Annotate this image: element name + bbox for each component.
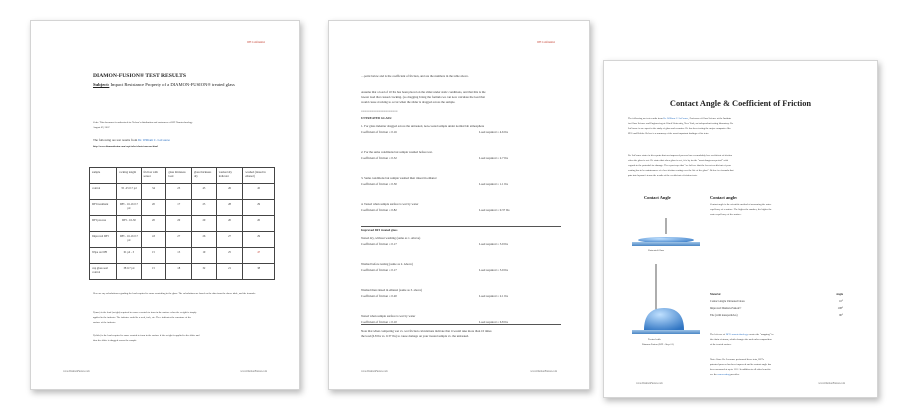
- sample-cell: DFI process: [90, 216, 117, 232]
- document-page-2: [328, 20, 590, 390]
- value-cell: 47: [243, 248, 275, 264]
- contact-angle-table: [709, 291, 844, 319]
- beaded-droplet: [644, 308, 684, 330]
- value-cell: 43: [141, 232, 166, 248]
- intro-text-after: , Professor of Glass Science at the Institute: [688, 117, 732, 120]
- sample-cell: DFI treatment: [90, 200, 117, 216]
- closing-line-1: Note that when comparing wet vs. wet friction calculations indicate that it would take more than 10 times: [361, 329, 492, 333]
- note-line-3: been measured at up to 110°. In addition to all other benefits: [710, 368, 771, 371]
- friction-text-after: creates the “mapping” in: [748, 333, 774, 336]
- coefficient-value: Coefficient of friction = 0.17: [361, 268, 397, 272]
- load-value: Load required = 3.9 lbs: [479, 268, 508, 272]
- ca-line-2: repellency of a surface. The higher the number, the higher the: [710, 208, 772, 211]
- table-row: [709, 298, 844, 305]
- material-header: Material: [710, 293, 721, 296]
- contact-angle-subheading: Contact angle:: [710, 195, 738, 200]
- load-value: Load required = 2.7 lbs: [479, 156, 508, 160]
- value-cell: 26: [192, 232, 217, 248]
- value-cell: 20: [166, 216, 192, 232]
- contact-angle-heading: Contact Angle: [644, 195, 671, 200]
- value-cell: 18: [166, 264, 192, 280]
- report-line-5: puts into layman’s terms the results of the coefficient of friction tests.: [628, 174, 698, 177]
- value-cell: 45: [192, 184, 217, 200]
- value-cell: 20: [192, 216, 217, 232]
- results-table: [89, 167, 275, 280]
- report-line-4: coating has to be maintenance of a low friction coating over the life of the glass”. Below is a formula that: [628, 169, 734, 172]
- list-item-text: Tested when sample surface is wet by water: [361, 314, 416, 318]
- coefficient-value: Coefficient of friction = 0.50: [361, 182, 397, 186]
- footer-right: www.DiamonFusion.com: [818, 382, 845, 385]
- confidential-mark: DFI Confidential: [247, 41, 265, 44]
- intro-text: The following are test results from: [628, 117, 664, 120]
- value-cell: 32: [192, 264, 217, 280]
- divider-text: =====================: [361, 109, 398, 113]
- sample-cell: Improved DFI: [90, 232, 117, 248]
- load-value: Load required = 4.6 lbs: [479, 130, 508, 134]
- distribution-note: Code: This document is authorized for Nelson’s distribution and customers of DFI Nanotechnology: [93, 121, 193, 124]
- value-cell: 45: [243, 184, 275, 200]
- table-row: [709, 312, 844, 319]
- assume-line-2: lowest load that caused cracking. (so dragging Using the formula we can now calculate the load that: [361, 95, 485, 99]
- value-cell: 35 -25 0.7 pd: [117, 184, 141, 200]
- value-cell: 34: [141, 184, 166, 200]
- fmax-line-3: surface of the indenter.: [93, 321, 116, 324]
- assume-line-3: would cause cracking to occur when the slider is dragged across the sample.: [361, 100, 456, 104]
- column-header: friction with sensor: [141, 168, 166, 184]
- treated-glass-figure: [632, 264, 700, 334]
- ca-line-1: Contact angle is the scientific method of measuring the water: [710, 203, 772, 206]
- load-value: Load required = 0.37 lbs: [479, 208, 510, 212]
- value-cell: DFI - 16-16 0.7 pd: [117, 200, 141, 216]
- lacourse-link[interactable]: Dr. William C. LaCourse: [663, 117, 689, 120]
- coefficient-value: Coefficient of friction = 0.82: [361, 208, 397, 212]
- page-footer: [636, 382, 845, 385]
- glass-slab-2: [632, 330, 700, 334]
- list-item-text: Washed then rinsed in ethanol (same as 3. above): [361, 288, 423, 292]
- intro-line: [93, 139, 170, 143]
- angle-cell: 90°: [839, 314, 843, 317]
- intro-line-1: [628, 117, 731, 120]
- value-cell: 25: [216, 248, 243, 264]
- friction-line-1: [710, 333, 773, 336]
- nanotechnology-link[interactable]: DFI’s nanotechnology: [725, 333, 748, 336]
- material-cell: Improved Diamon-Fusion®: [710, 307, 742, 310]
- load-value: Load required = 2.1 lbs: [479, 294, 508, 298]
- value-cell: 20: [243, 216, 275, 232]
- value-cell: 20: [141, 216, 166, 232]
- page-title: DIAMON-FUSION® TEST RESULTS: [93, 73, 186, 79]
- table-row: [90, 264, 275, 280]
- list-item-text: 4. Tested when sample surface is wet by water: [361, 202, 419, 206]
- angle-cell: 10°: [839, 300, 843, 303]
- subject-text: Impact Resistance Property of a DIAMON-FUSION® treated glass: [110, 82, 235, 87]
- page-title: Contact Angle & Coefficient of Friction: [669, 99, 812, 108]
- report-line-1: Dr. LaCourse states in his reports that our improved process has a remarkably low coefficient of friction: [628, 154, 733, 157]
- coefficient-value: Coefficient of friction = 0.16: [361, 130, 397, 134]
- value-cell: 20: [216, 216, 243, 232]
- contact-angle-illustration: [626, 206, 704, 346]
- footer-right: www.DiamonFusion.com: [530, 370, 557, 373]
- intro-line-4: PPG and Kohler. Below is a summary of the most important findings of his tests.: [628, 132, 709, 135]
- fmax-line-2: applied to the indenter. The indenter could be a rock, fork, etc. The r indicates the curvature of the: [93, 316, 191, 319]
- value-cell: 27: [216, 232, 243, 248]
- table-row: [90, 216, 275, 232]
- angle-header: Angle: [836, 293, 843, 296]
- treated-caption-2: Diamon-Fusion (DFI - Step #1): [642, 343, 674, 346]
- value-cell: 20: [141, 200, 166, 216]
- document-date: August 09, 2007: [93, 126, 110, 129]
- untreated-glass-figure: [632, 218, 700, 246]
- value-cell: 25: [192, 200, 217, 216]
- subject-label: Subject:: [93, 82, 110, 87]
- nanocoating-link[interactable]: nanocoating: [717, 373, 730, 376]
- footer-left: www.DiamonFusion.com: [361, 370, 388, 373]
- value-cell: DFI - 16-16 0.7 pd: [117, 232, 141, 248]
- assume-line-1: Assume that a load of 10 lbs has been placed on the slider under static conditions, and that this is the: [361, 90, 486, 94]
- table-row: [709, 305, 844, 312]
- angle-cell: 108°: [837, 307, 843, 310]
- sample-cell: Wipe on DFI: [90, 248, 117, 264]
- value-cell: 15: [166, 248, 192, 264]
- note-line-1: Note: Since Dr. Lacourse performed these tests, DFI’s: [710, 358, 765, 361]
- coefficient-value: Coefficient of friction = 0.20: [361, 294, 397, 298]
- column-header: rocking length: [117, 168, 141, 184]
- material-cell: Contact Angle Untreated Glass: [710, 300, 745, 303]
- value-cell: 15: [141, 264, 166, 280]
- load-value: Load required = 1.1 lbs: [479, 182, 508, 186]
- untreated-heading: UNTREATED GLASS:: [361, 116, 393, 120]
- intro-line-3: LaCourse is an expert in the study of glass and ceramics. He has been testing the major companies like: [628, 127, 731, 130]
- value-cell: 29: [243, 200, 275, 216]
- sample-cell: control: [90, 184, 117, 200]
- column-header: sample: [90, 168, 117, 184]
- table-row: [90, 232, 275, 248]
- value-cell: DFI - 16-30: [117, 216, 141, 232]
- subject-line: [93, 82, 235, 88]
- ca-line-3: water repellency of the surface.: [710, 213, 742, 216]
- friction-line-2: the chain of atoms, which changes the molecular composition: [710, 338, 772, 341]
- intro-line-2: for Glass Science and Engineering at Alfred University, New York, an independent testing laboratory. Dr.: [628, 122, 734, 125]
- coefficient-value: Coefficient of friction = 0.17: [361, 242, 397, 246]
- friction-line-3: of the treated surface.: [710, 343, 732, 346]
- column-header: glass thickness load: [166, 168, 192, 184]
- value-cell: 28: [216, 200, 243, 216]
- section-rule-2: [361, 324, 561, 325]
- footer-right: www.DiamonFusion.com: [240, 370, 267, 373]
- value-cell: 19: [192, 248, 217, 264]
- closing-line-2: the load (6.8 lbs vs. 0.37 lbs) to cause damage on your treated sample vs. the untreated.: [361, 334, 469, 338]
- note-text-after: provides.: [729, 373, 740, 376]
- sample-cell: cup glass seal control: [90, 264, 117, 280]
- report-line-2: when the glass is wet. He states that when glass is wet, it is by far the “most dangerous period” with: [628, 159, 728, 162]
- treated-heading: Improved DFI treated glass: [361, 228, 398, 232]
- glass-slab: [632, 242, 700, 246]
- list-item-text: Washed before testing (same as 2. Above): [361, 262, 413, 266]
- section-rule: [361, 226, 561, 227]
- value-cell: 21: [216, 264, 243, 280]
- fmax-line-1: F(max) is the load (weight) required to cause a scratch to form in the surface when the weight is simply: [93, 311, 197, 314]
- material-cell: Tile (with nanoparticles): [710, 314, 738, 317]
- coefficient-value: Coefficient of friction = 0.10: [361, 320, 397, 324]
- note-line-2: patented process has been improved and its contact angle has: [710, 363, 772, 366]
- intro-text: The following are test results from: [93, 138, 138, 142]
- untreated-caption: Untreated Glass: [648, 249, 665, 252]
- source-url: http://www.diamonfusion.com/expi-tabs/whats/cameras.html: [93, 145, 158, 148]
- value-cell: 26: [216, 184, 243, 200]
- calc-paragraph: Here are my calculations regarding the load required to cause scratching in the glass. The calculations are based on the data from the above table, and the formula:: [93, 292, 256, 295]
- column-header: washed dry indicator: [216, 168, 243, 184]
- note-text: see the: [710, 373, 718, 376]
- value-cell: 29: [243, 232, 275, 248]
- value-cell: 17: [166, 200, 192, 216]
- table-row: [90, 200, 275, 216]
- value-cell: 15: [141, 248, 166, 264]
- load-value: Load required = 3.9 lbs: [479, 242, 508, 246]
- value-cell: 38: [243, 264, 275, 280]
- continuation-line: …point below and is the coefficient of friction, and are the numbers in the table above.: [361, 74, 469, 78]
- note-line-4: [710, 373, 740, 376]
- friction-text: The left row of: [710, 333, 726, 336]
- coefficient-value: Coefficient of friction = 0.32: [361, 156, 397, 160]
- footer-left: www.DiamonFusion.com: [63, 370, 90, 373]
- list-item-text: 1. For glass indenter dragged across the untreated, non-coated sample under normal lab atmosphere: [361, 124, 485, 128]
- lacourse-link[interactable]: Dr. William C. LaCourse: [137, 138, 170, 142]
- value-cell: 38 0.7 pd: [117, 264, 141, 280]
- table-row: [90, 248, 275, 264]
- load-value: Load required = 6.8 lbs: [479, 320, 508, 324]
- document-page-3: [603, 60, 878, 398]
- value-cell: 27: [166, 232, 192, 248]
- column-header: glass thickness dry: [192, 168, 217, 184]
- value-cell: 25: [166, 184, 192, 200]
- table-row: [90, 184, 275, 200]
- report-line-3: regards to the potential for damage. The report says that “we believe that the lowest coefficient of your: [628, 164, 731, 167]
- list-item-text: 2. For the same conditions but sample washed before test.: [361, 150, 433, 154]
- confidential-mark: DFI Confidential: [537, 41, 555, 44]
- value-cell: 01 pd - 3: [117, 248, 141, 264]
- page-footer: [361, 370, 557, 373]
- fslide-line-1: F(slide) is the load required to cause scratch to form in the surface if the weight is applied to the slider and: [93, 334, 200, 337]
- page-footer: [63, 370, 267, 373]
- column-header: washed (rinsed in ethanol): [243, 168, 275, 184]
- fslide-line-2: then the slider is dragged across the sample.: [93, 339, 138, 342]
- document-page-1: [30, 20, 300, 390]
- list-item-text: Tested dry, without washing (same as 1. Above): [361, 236, 421, 240]
- list-item-text: 3. Same conditions but sample washed then rinsed in ethanol: [361, 176, 437, 180]
- footer-left: www.DiamonFusion.com: [636, 382, 663, 385]
- treated-caption-1: Treated with: [648, 338, 661, 341]
